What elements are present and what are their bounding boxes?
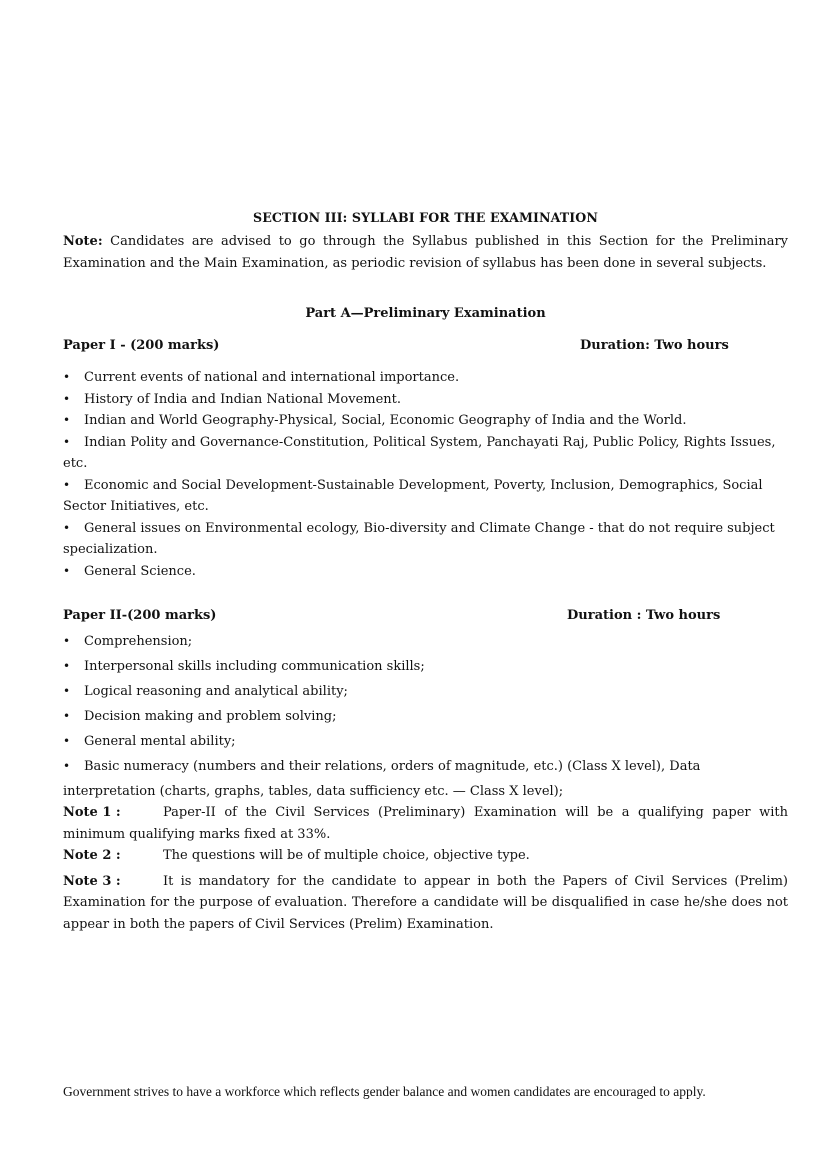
paper2-topic-list bbox=[63, 629, 788, 804]
note-2 bbox=[63, 845, 788, 867]
section-title: SECTION III: SYLLABI FOR THE EXAMINATION bbox=[253, 210, 598, 225]
note-3-text: It is mandatory for the candidate to appear in both the Papers of Civil Services (Prelim) Examination for the purpose of evaluation. Therefore a candidate will be disqualified in case he/she does not appear in both the papers of Civil Services (Prelim) Examination. bbox=[63, 873, 788, 932]
list-item: • General mental ability; bbox=[63, 729, 788, 754]
note-1-text: Paper-II of the Civil Services (Preliminary) Examination will be a qualifying paper with minimum qualifying marks fixed at 33%. bbox=[63, 805, 788, 842]
bullet-icon: • bbox=[63, 634, 71, 648]
note-2-text: The questions will be of multiple choice, objective type. bbox=[163, 848, 530, 863]
footer-note: Government strives to have a workforce which reflects gender balance and women candidates are encouraged to apply. bbox=[63, 1084, 706, 1099]
list-item: • General Science. bbox=[63, 561, 788, 583]
note-3 bbox=[63, 871, 788, 936]
paper1-topic-list bbox=[63, 367, 788, 582]
note-2-label: Note 2 : bbox=[63, 848, 121, 863]
paper1-header bbox=[63, 338, 788, 353]
part-a-title: Part A—Preliminary Examination bbox=[305, 306, 546, 321]
note-1-label: Note 1 : bbox=[63, 805, 121, 820]
list-item: • Interpersonal skills including communication skills; bbox=[63, 654, 788, 679]
bullet-icon: • bbox=[63, 413, 71, 427]
list-item: • Indian and World Geography-Physical, Social, Economic Geography of India and the World. bbox=[63, 410, 788, 432]
bullet-icon: • bbox=[63, 684, 71, 698]
list-item: • Comprehension; bbox=[63, 629, 788, 654]
bullet-icon: • bbox=[63, 370, 71, 384]
note-1 bbox=[63, 802, 788, 845]
list-item: • Logical reasoning and analytical ability; bbox=[63, 679, 788, 704]
note-3-label: Note 3 : bbox=[63, 873, 121, 889]
bullet-icon: • bbox=[63, 759, 71, 773]
bullet-icon: • bbox=[63, 563, 71, 578]
paper1-duration: Duration: Two hours bbox=[580, 338, 729, 353]
bullet-icon: • bbox=[63, 434, 71, 449]
paper2-duration: Duration : Two hours bbox=[567, 608, 721, 623]
bullet-icon: • bbox=[63, 659, 71, 673]
bullet-icon: • bbox=[63, 520, 71, 535]
paper2-header bbox=[63, 608, 788, 623]
list-item: • Economic and Social Development-Sustainable Development, Poverty, Inclusion, Demographics, Social Sector Initiatives, etc. bbox=[63, 475, 788, 518]
list-item: • Current events of national and international importance. bbox=[63, 367, 788, 389]
intro-note-text: Candidates are advised to go through the Syllabus published in this Section for the Preliminary Examination and the Main Examination, as periodic revision of syllabus has been done in several subjects. bbox=[63, 234, 788, 271]
list-item: • Basic numeracy (numbers and their relations, orders of magnitude, etc.) (Class X level), Data interpretation (charts, graphs, tables, data sufficiency etc. — Class X level); bbox=[63, 754, 788, 804]
list-item: • Decision making and problem solving; bbox=[63, 704, 788, 729]
bullet-icon: • bbox=[63, 709, 71, 723]
intro-note bbox=[63, 231, 788, 274]
bullet-icon: • bbox=[63, 734, 71, 748]
notes-block bbox=[63, 802, 788, 935]
paper2-title: Paper II-(200 marks) bbox=[63, 608, 217, 623]
list-item: • General issues on Environmental ecology, Bio-diversity and Climate Change - that do not require subject specialization. bbox=[63, 518, 788, 561]
bullet-icon: • bbox=[63, 477, 71, 492]
paper1-title: Paper I - (200 marks) bbox=[63, 338, 220, 353]
bullet-icon: • bbox=[63, 391, 71, 406]
list-item: • Indian Polity and Governance-Constitution, Political System, Panchayati Raj, Public Policy, Rights Issues, etc. bbox=[63, 432, 788, 475]
intro-note-label: Note: bbox=[63, 234, 103, 249]
list-item: • History of India and Indian National Movement. bbox=[63, 389, 788, 411]
